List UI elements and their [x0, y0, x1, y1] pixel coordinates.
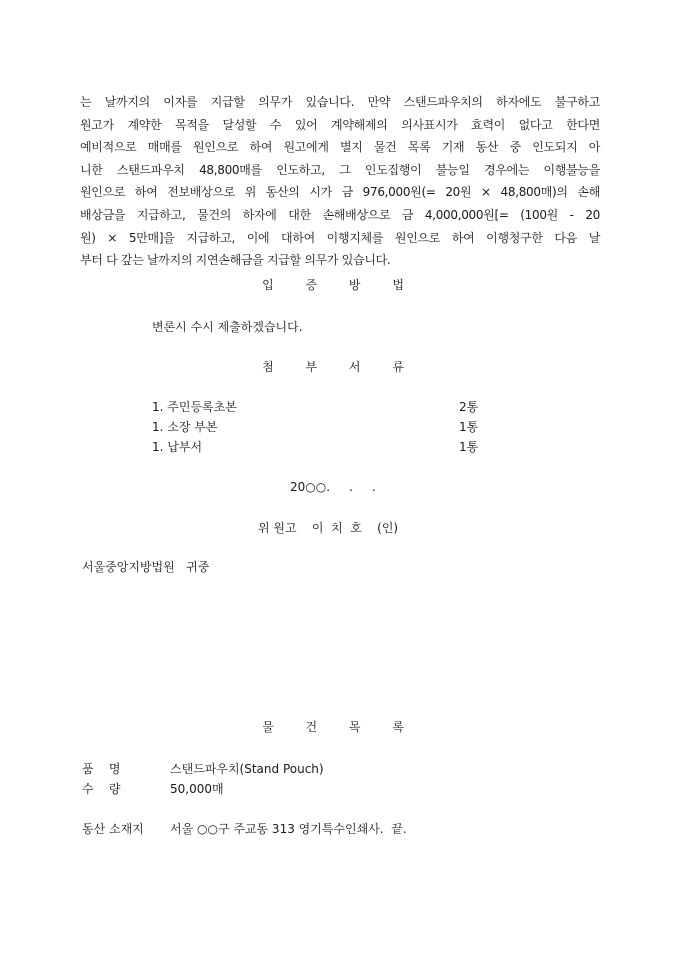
evidence-heading: 입 증 방 법: [262, 278, 418, 292]
attachment-count: 1통: [459, 420, 479, 434]
product-value: 스탠드파우치(Stand Pouch): [170, 762, 324, 776]
attachment-row: [152, 418, 482, 438]
quantity-label: 수 량: [82, 782, 121, 796]
attachment-name: 1. 주민등록초본: [152, 400, 237, 414]
body-line: 니한 스탠드파우치 48,800매를 인도하고, 그 인도집행이 불능일 경우에는 이행불능을: [80, 162, 600, 177]
attachment-count: 1통: [459, 440, 479, 454]
body-paragraph: [80, 91, 600, 272]
attachment-row: [152, 398, 482, 418]
attachment-row: [152, 438, 482, 458]
body-line: 원인으로 하여 전보배상으로 위 동산의 시가 금 976,000원(= 20원 × 48,800매)의 손해: [80, 185, 600, 200]
location-label: 동산 소재지: [82, 822, 144, 836]
plaintiff-signature: 위 원고 이 치 호 (인): [258, 521, 399, 535]
evidence-text: 변론시 수시 제출하겠습니다.: [152, 320, 303, 334]
product-label: 품 명: [82, 762, 121, 776]
inventory-heading: 물 건 목 록: [262, 720, 418, 734]
attachments-heading: 첨 부 서 류: [262, 360, 418, 374]
body-line: 부터 다 갚는 날까지의 지연손해금을 지급할 의무가 있습니다.: [80, 253, 391, 268]
court-addressee: 서울중앙지방법원 귀중: [82, 560, 210, 574]
body-line: 는 날까지의 이자를 지급할 의무가 있습니다. 만약 스탠드파우치의 하자에도 불구하고: [80, 95, 600, 109]
location-value: 서울 ○○구 주교동 313 영기특수인쇄사. 끝.: [170, 822, 407, 836]
inventory-location-row: [82, 820, 502, 840]
inventory-quantity-row: [82, 780, 482, 800]
body-line: 원) × 5만매]을 지급하고, 이에 대하여 이행지체를 원인으로 하여 이행청구한 다음 날: [80, 230, 600, 245]
attachment-name: 1. 납부서: [152, 440, 203, 454]
body-line: 예비적으로 매매를 원인으로 하여 원고에게 별지 물건 목록 기재 동산 중 인도되지 아: [80, 140, 600, 155]
attachment-name: 1. 소장 부본: [152, 420, 218, 434]
quantity-value: 50,000매: [170, 782, 224, 796]
body-line: 배상금을 지급하고, 물건의 하자에 대한 손해배상으로 금 4,000,000원[= (100원 - 20: [80, 207, 600, 222]
attachment-count: 2통: [459, 400, 479, 414]
inventory-product-row: [82, 760, 482, 780]
document-date: 20○○. . .: [290, 480, 376, 494]
body-line: 원고가 계약한 목적을 달성할 수 있어 계약해제의 의사표시가 효력이 없다고 한다면: [80, 117, 600, 132]
